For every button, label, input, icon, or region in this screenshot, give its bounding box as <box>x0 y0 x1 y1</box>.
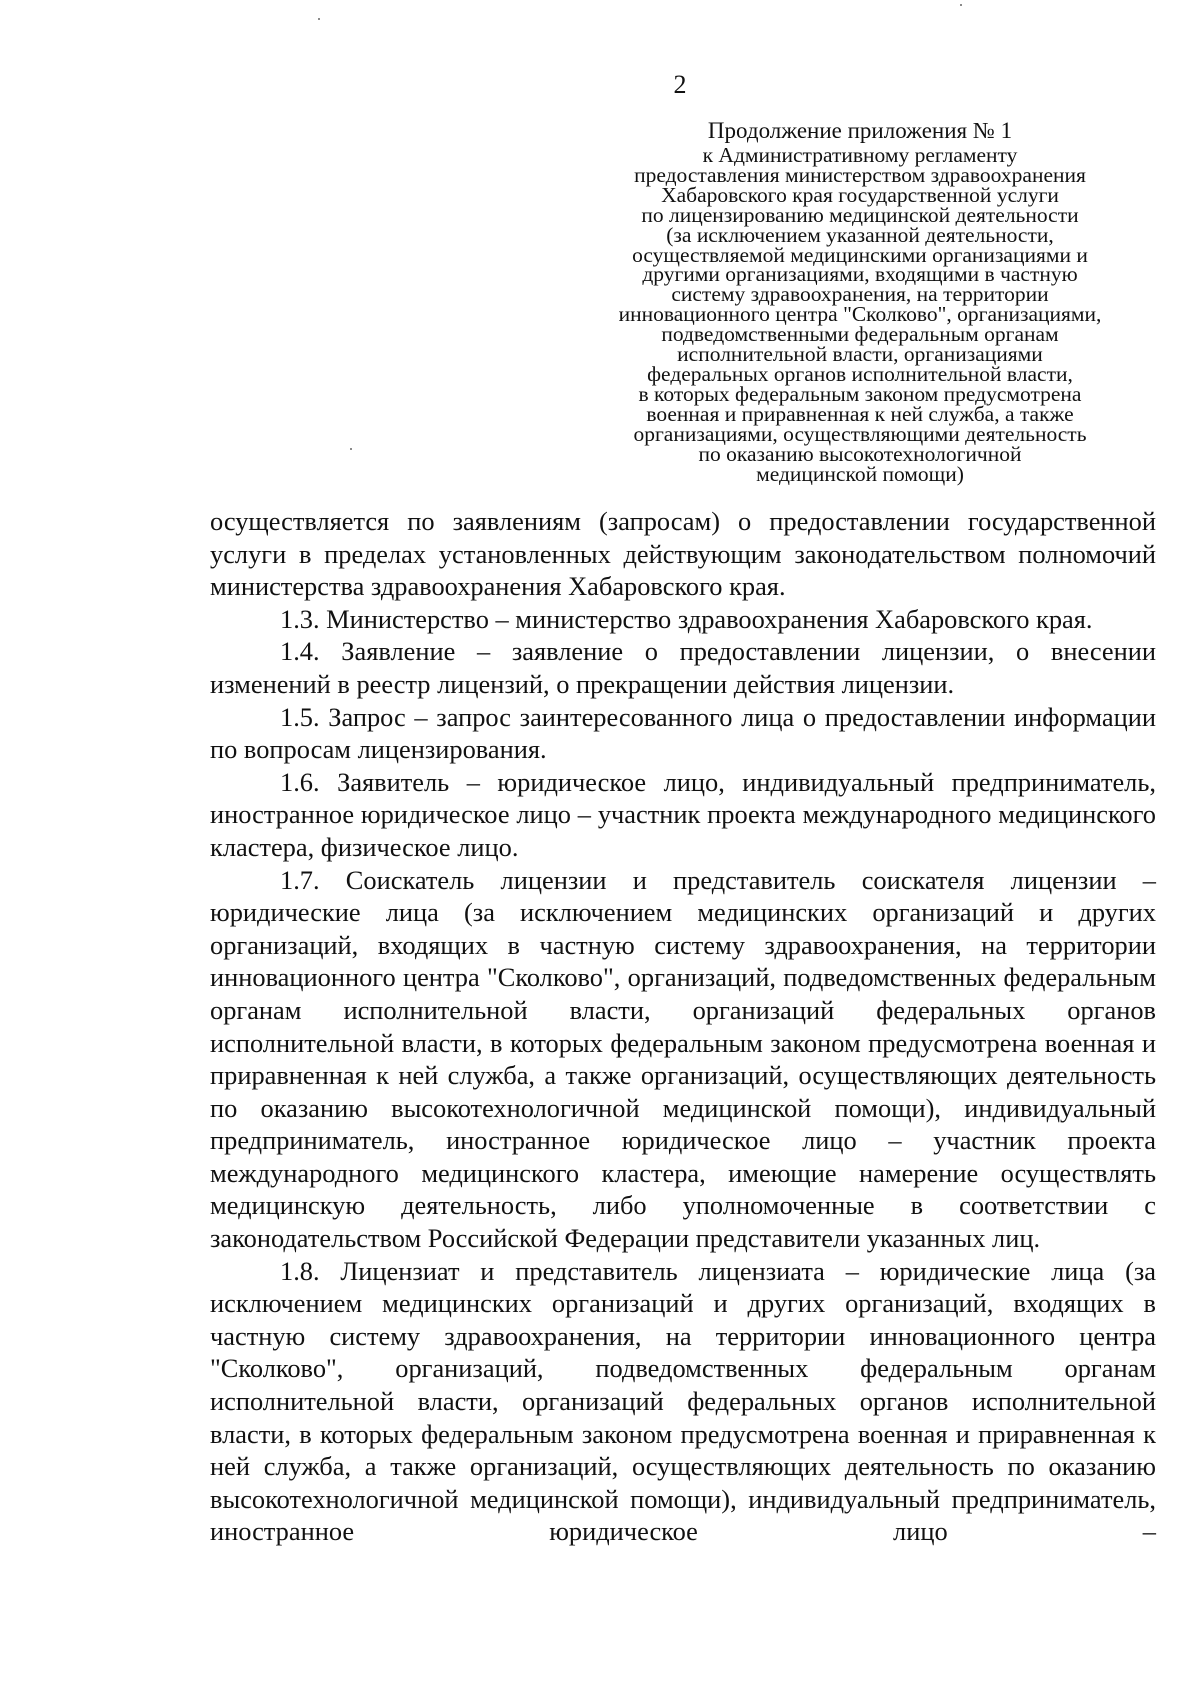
appendix-line: исполнительной власти, организациями <box>677 342 1043 367</box>
appendix-line: подведомственными федеральным органам <box>661 322 1059 347</box>
paragraph-1-5: 1.5. Запрос – запрос заинтересованного лица о предоставлении информации по вопросам лицензирования. <box>210 701 1156 765</box>
appendix-line: инновационного центра "Сколково", организациями, <box>618 302 1102 327</box>
paragraph-1-8: 1.8. Лицензиат и представитель лицензиата – юридические лица (за исключением медицинских организаций и других организаций, входящих в частную систему здравоохранения, на территории инновационного центра "Сколково", организаций, подведомственных федеральным органам исполнительной власти, организаций федеральных органов исполнительной власти, в которых федеральным законом предусмотрена военная и приравненная к ней служба, а также организаций, осуществляющих деятельность по оказанию высокотехнологичной медицинской помощи), индивидуальный предприниматель, иностранное юридическое лицо – <box>210 1255 1156 1547</box>
scan-speck <box>350 448 352 450</box>
appendix-line: предоставления министерством здравоохранения <box>634 162 1086 187</box>
appendix-line: организациями, осуществляющими деятельность <box>633 421 1087 446</box>
appendix-line: в которых федеральным законом предусмотрена <box>638 381 1082 406</box>
paragraph-1-7: 1.7. Соискатель лицензии и представитель соискателя лицензии – юридические лица (за исключением медицинских организаций и других организаций, входящих в частную систему здравоохранения, на территории инновационного центра "Сколково", организаций, подведомственных федеральным органам исполнительной власти, организаций федеральных органов исполнительной власти, в которых федеральным законом предусмотрена военная и приравненная к ней служба, а также организаций, осуществляющих деятельность по оказанию высокотехнологичной медицинской помощи), индивидуальный предприниматель, иностранное юридическое лицо – участник проекта международного медицинского кластера, имеющие намерение осуществлять медицинскую деятельность, либо уполномоченные в соответствии с законодательством Российской Федерации представители указанных лиц. <box>210 864 1156 1254</box>
appendix-line: (за исключением указанной деятельности, <box>666 222 1054 247</box>
appendix-line: к Административному регламенту <box>702 143 1018 167</box>
appendix-line: по лицензированию медицинской деятельности <box>641 202 1079 227</box>
appendix-header <box>600 118 1120 484</box>
appendix-line: федеральных органов исполнительной власти, <box>647 361 1073 386</box>
paragraph-1-6: 1.6. Заявитель – юридическое лицо, индивидуальный предприниматель, иностранное юридическое лицо – участник проекта международного медицинского кластера, физическое лицо. <box>210 766 1156 862</box>
appendix-line: систему здравоохранения, на территории <box>671 282 1049 307</box>
paragraph-continuation: осуществляется по заявлениям (запросам) о предоставлении государственной услуги в пределах установленных действующим законодательством полномочий министерства здравоохранения Хабаровского края. <box>210 506 1156 602</box>
document-body <box>210 505 1156 1548</box>
appendix-line: медицинской помощи) <box>756 461 964 486</box>
appendix-line: военная и приравненная к ней служба, а также <box>646 401 1074 426</box>
paragraph-1-4: 1.4. Заявление – заявление о предоставлении лицензии, о внесении изменений в реестр лицензий, о прекращении действия лицензии. <box>210 636 1156 699</box>
appendix-line: Хабаровского края государственной услуги <box>661 182 1059 207</box>
paragraph-1-3: 1.3. Министерство – министерство здравоохранения Хабаровского края. <box>280 603 1093 634</box>
scan-speck <box>318 18 320 20</box>
appendix-line: по оказанию высокотехнологичной <box>698 441 1022 466</box>
appendix-line: осуществляемой медицинскими организациями и <box>632 242 1088 267</box>
scan-speck <box>960 4 962 6</box>
appendix-title: Продолжение приложения № 1 <box>707 118 1013 143</box>
appendix-line: другими организациями, входящими в частную <box>642 262 1078 287</box>
page-number: 2 <box>673 70 687 99</box>
